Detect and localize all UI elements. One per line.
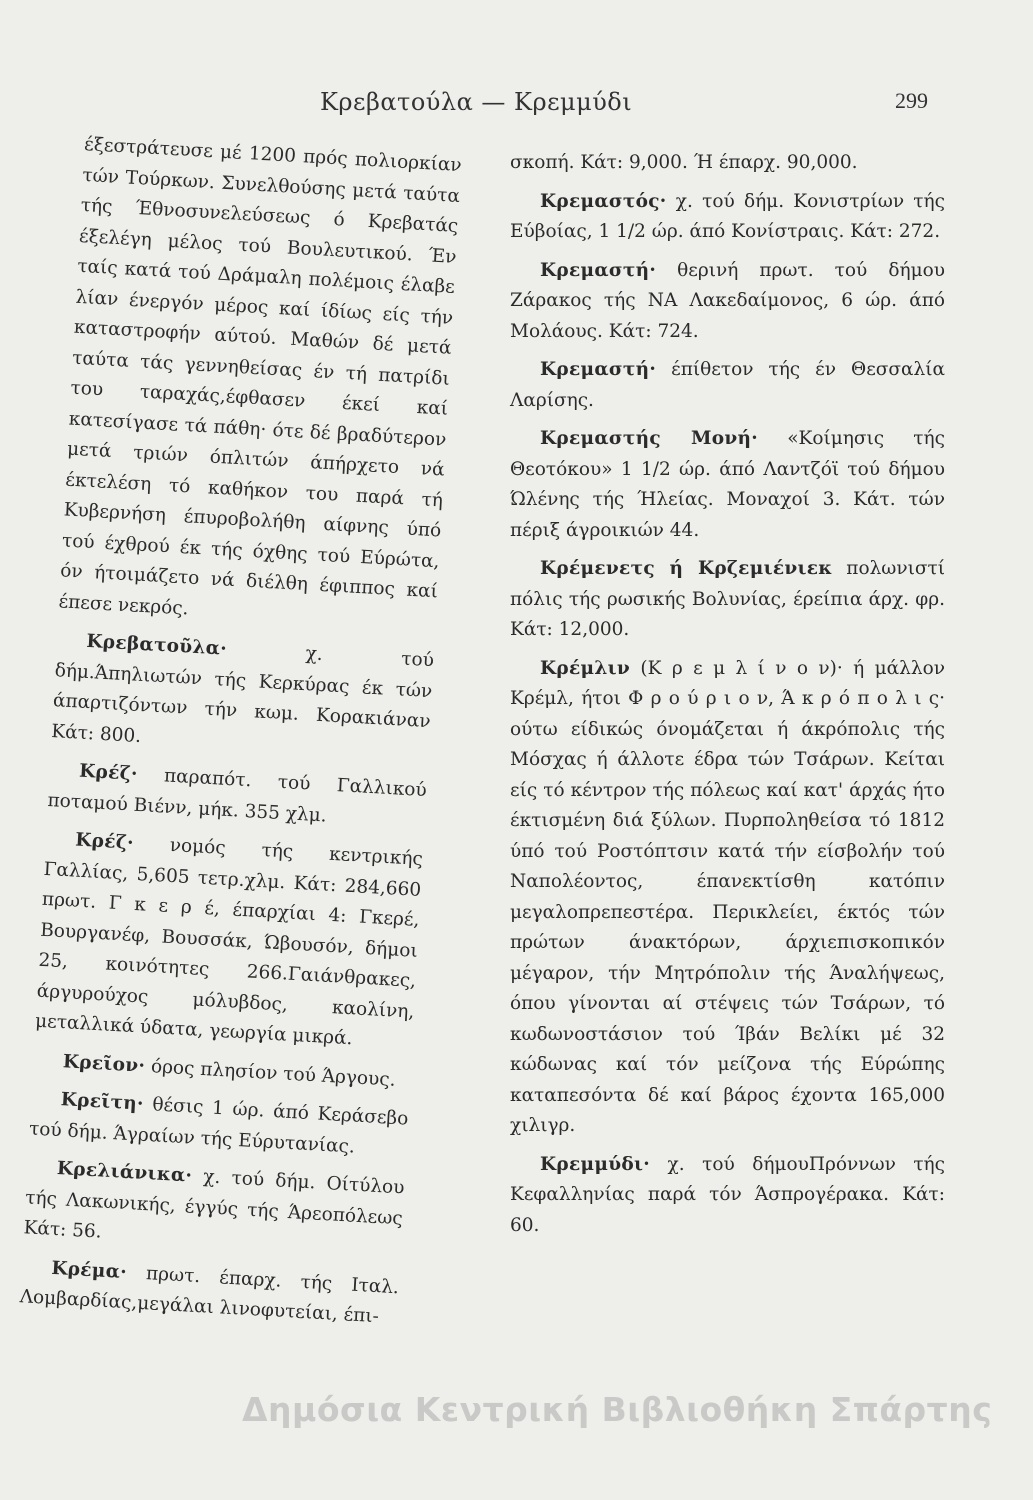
entry-text: χ. τού δήμ. Οίτύλου τής Λακωνικής, έγγύς τής Άρεοπόλεως Κάτ: 56. (23, 1166, 406, 1243)
dictionary-entry (34, 824, 423, 1058)
entry-text: πολωνιστί πόλις τής ρωσικής Βολυνίας, έρείπια άρχ. φρ. Κάτ: 12,000. (510, 558, 946, 640)
dictionary-entry (510, 424, 945, 546)
entry-headword: Κρεβατοῦλα· (85, 630, 228, 660)
entry-text: χ. τού δήμ.Άπηλιωτών τής Κερκύρας έκ τών άπαρτιζόντων τήν κωμ. Κορακιάναν Κάτ: 800. (50, 643, 435, 747)
dictionary-entry (510, 554, 945, 646)
entry-text: θερινή πρωτ. τού δήμου Ζάρακος τής ΝΑ Λακεδαίμονος, 6 ώρ. άπό Μολάους. Κάτ: 724. (510, 259, 945, 342)
entry-headword: Κρεμμύδι· (540, 1153, 650, 1175)
entry-headword: Κρεμαστής Μονή· (540, 428, 759, 449)
entry-continuation: έξεστράτευσε μέ 1200 πρός πολιορκίαν τών Τούρκων. Συνελθούσης μετά ταύτα τής Έθνοσυνελεύσεως ό Κρεβατάς έξελέγη μέλος τού Βουλευτικού. Έν ταίς κατά τού Δράμαλη πολέμοις έλαβε λίαν ένεργόν μέρος καί ίδίως είς τήν καταστροφήν αύτού. Μαθών δέ μετά ταύτα τάς γεννηθείσας έν τή πατρίδι του ταραχάς,έφθασεν έκεί καί κατεσίγασε τά πάθη· ότε δέ βραδύτερον μετά τριών όπλιτών άπήρχετο νά έκτελέση τό καθήκον του παρά τή Κυβερνήση έπυροβολήθη αίφνης ύπό τού έχθρού έκ τής όχθης τού Εύρώτα, όν ήτοιμάζετο νά διέλθη έφιππος καί έπεσε νεκρός. (58, 133, 463, 620)
dictionary-entry (510, 187, 945, 248)
library-watermark: Δημόσια Κεντρική Βιβλιοθήκη Σπάρτης (242, 1390, 993, 1429)
dictionary-entry (23, 1152, 406, 1264)
dictionary-entry (51, 625, 435, 768)
entry-headword: Κρέμα· (50, 1257, 128, 1283)
entry-headword: Κρεῖτη· (60, 1089, 145, 1115)
dictionary-entry (19, 1252, 400, 1334)
dictionary-entry (510, 355, 945, 416)
entry-text: (Κ ρ ε μ λ ί ν ο ν)· ή μάλλον Κρέμλ, ήτοι Φ ρ ο ύ ρ ι ο ν, Ά κ ρ ό π ο λ ι ς· ούτω είδικώς όνομάζεται ή άκρόπολις τής Μόσχας ή άλλοτε έδρα τών Τσάρων. Κείται είς τό κέντρον τής πόλεως καί κατ' άρχάς ήτο έκτισμένη διά ξύλων. Πυρποληθείσα τό 1812 ύπό τού Ροστόπτσιν κατά τήν είσβολήν τού Ναπολέοντος, έπανεκτίσθη κατόπιν μεγαλοπρεπεστέρα. Περικλείει, έκτός τών πρώτων άνακτόρων, άρχιεπισκοπικόν μέγαρον, τήν Μητρόπολιν τής Άναλήψεως, όπου γίνονται αί στέψεις τών Τσάρων, τό κωδωνοστάσιον τού Ίβάν Βελίκι μέ 32 κώδωνας καί τόν μείζονα τής Εύρώπης καταπεσόντα δέ καί βάρος έχοντα 165,000 χιλιγρ. (510, 657, 945, 1136)
entry-text: έπίθετον τής έν Θεσσαλία Λαρίσης. (510, 359, 945, 411)
dictionary-entry (510, 1150, 945, 1242)
entry-text: θέσις 1 ώρ. άπό Κεράσεβο τού δήμ. Άγραίων τής Εύρυτανίας. (28, 1094, 409, 1158)
running-head: Κρεβατούλα — Κρεμμύδι (320, 88, 633, 116)
dictionary-entry (510, 256, 945, 348)
entry-headword: Κρεῖον· (62, 1050, 146, 1077)
entry-text: νομός τής κεντρικής Γαλλίας, 5,605 τετρ.χλμ. Κάτ: 284,660 πρωτ. Γ κ ε ρ έ, έπαρχίαι 4: Γκερέ, Βουργανέφ, Βουσσάκ, Ώβουσόν, δήμοι 25, κοινότητες 266.Γαιάνθρακες, άργυρούχος μόλυβδος, καολίνη, μεταλλικά ύδατα, γεωργία μικρά. (34, 834, 424, 1050)
entry-headword: Κρέζ· (74, 829, 135, 854)
right-column (510, 148, 945, 1249)
entry-text: παραπότ. τού Γαλλικού ποταμού Βιένν, μήκ. 355 χλμ. (46, 765, 428, 827)
entry-text: πρωτ. έπαρχ. τής Ιταλ. Λομβαρδίας,μεγάλαι λινοφυτείαι, έπι- (19, 1262, 400, 1328)
entry-headword: Κρεμαστή· (540, 259, 657, 281)
entry-text: χ. τού δήμ. Κονιστρίων τής Εύβοίας, 1 1/2 ώρ. άπό Κονίστραις. Κάτ: 272. (510, 190, 945, 242)
entry-headword: Κρέζ· (78, 760, 139, 785)
dictionary-entry (28, 1084, 409, 1166)
entry-continuation: σκοπή. Κάτ: 9,000. Ή έπαρχ. 90,000. (510, 152, 858, 173)
dictionary-entry (510, 654, 945, 1142)
entry-text: «Κοίμησις τής Θεοτόκου» 1 1/2 ώρ. άπό Λαντζόϊ τού δήμου Ώλένης τής Ήλείας. Μοναχοί 3. Κάτ. τών πέριξ άγροικιών 44. (510, 428, 945, 541)
entry-headword: Κρεμαστός· (540, 190, 667, 212)
dictionary-entry (47, 755, 428, 837)
entry-headword: Κρέμλιν (540, 657, 631, 679)
entry-headword: Κρεμαστή· (540, 359, 657, 380)
left-column (18, 130, 462, 1342)
entry-headword: Κρέμενετς ή Κρζεμιένιεκ (540, 558, 833, 579)
page-number: 299 (895, 88, 928, 113)
entry-text: όρος πλησίον τού Άργους. (150, 1055, 397, 1091)
entry-text: χ. τού δήμουΠρόννων τής Κεφαλληνίας παρά τόν Άσπρογέρακα. Κάτ: 60. (510, 1153, 945, 1236)
page-header (0, 88, 1033, 128)
entry-headword: Κρελιάνικα· (56, 1158, 193, 1187)
